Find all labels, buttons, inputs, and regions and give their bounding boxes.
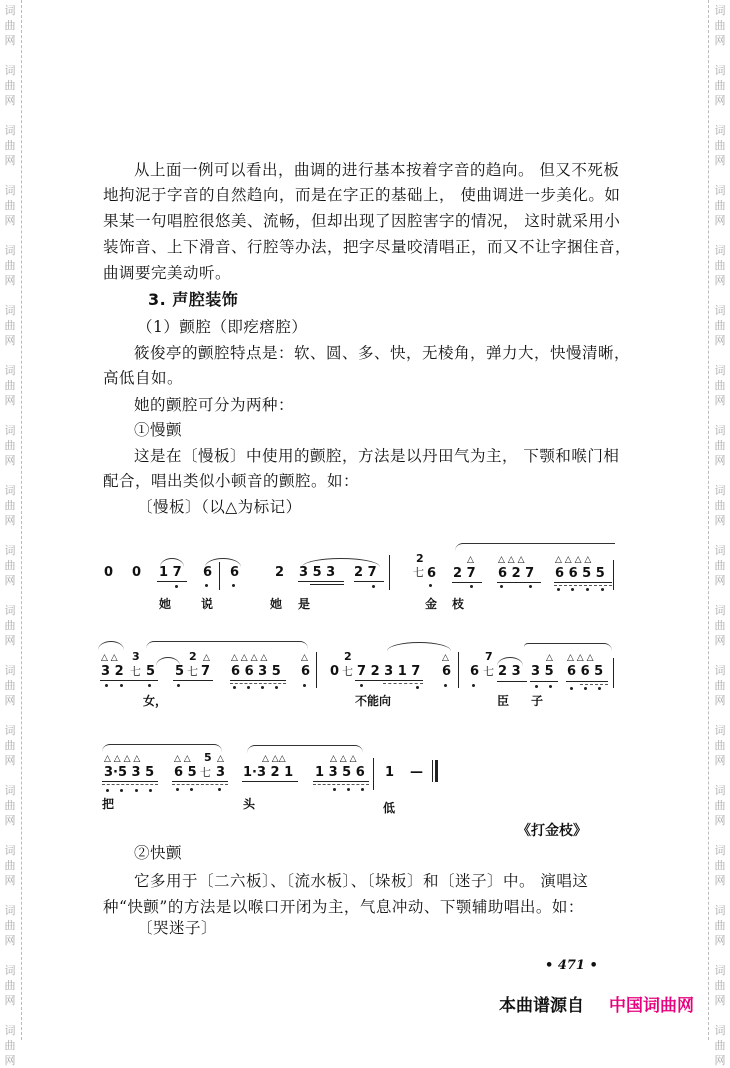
note: 0 <box>104 565 114 580</box>
watermark-char: 网 <box>4 214 16 227</box>
lyric: 不能向 <box>355 694 392 708</box>
watermark-char: 网 <box>4 274 16 287</box>
watermark-char: 网 <box>714 154 726 167</box>
watermark-char: 曲 <box>4 739 16 752</box>
watermark-char: 词 <box>714 724 726 737</box>
paragraph-2-line-1: 筱俊亭的颤腔特点是：软、圆、多、快，无棱角，弹力大，快慢清晰， <box>134 344 631 362</box>
note: 1 7 <box>159 565 182 580</box>
watermark-char: 曲 <box>4 559 16 572</box>
paragraph-2-line-2: 高低自如。 <box>103 369 184 387</box>
note: 3·5 3 5 <box>104 765 155 780</box>
lyric: 臣 <box>497 694 510 708</box>
note: 3 5 3 <box>299 565 336 580</box>
watermark-char: 曲 <box>714 139 726 152</box>
watermark-char: 网 <box>714 694 726 707</box>
grace-mark: 七 <box>187 665 198 678</box>
watermark-char: 词 <box>4 484 16 497</box>
example-2-label: 〔哭迷子〕 <box>137 919 218 937</box>
watermark-char: 网 <box>4 934 16 947</box>
watermark-char: 网 <box>4 154 16 167</box>
note: 2 <box>275 565 285 580</box>
watermark-char: 网 <box>4 574 16 587</box>
grace-mark: 七 <box>200 766 211 779</box>
watermark-char: 词 <box>4 244 16 257</box>
paragraph-5-line-1: 它多用于〔二六板〕、〔流水板〕、〔垛板〕和〔迷子〕中。 演唱这 <box>134 872 589 890</box>
watermark-char: 曲 <box>4 79 16 92</box>
watermark-char: 词 <box>714 304 726 317</box>
watermark-char: 网 <box>4 814 16 827</box>
grace-mark: 七 <box>342 665 353 678</box>
margin-dashed-line-right <box>708 0 709 1040</box>
watermark-char: 曲 <box>714 1039 726 1052</box>
watermark-char: 网 <box>4 454 16 467</box>
watermark-char: 曲 <box>714 319 726 332</box>
watermark-char: 曲 <box>4 619 16 632</box>
note: 6 6 5 5 <box>555 566 605 581</box>
watermark-char: 网 <box>714 574 726 587</box>
watermark-char: 词 <box>4 724 16 737</box>
watermark-char: 网 <box>4 874 16 887</box>
watermark-char: 词 <box>714 364 726 377</box>
watermark-char: 曲 <box>4 379 16 392</box>
watermark-char: 词 <box>714 4 726 17</box>
page-number: • 471 • <box>545 958 598 973</box>
lyric: 女， <box>143 694 168 708</box>
watermark-char: 词 <box>4 304 16 317</box>
watermark-char: 词 <box>714 184 726 197</box>
watermark-char: 曲 <box>714 559 726 572</box>
watermark-char: 网 <box>714 94 726 107</box>
grace-note: 2 <box>189 650 197 663</box>
watermark-char: 词 <box>4 184 16 197</box>
watermark-char: 词 <box>714 424 726 437</box>
paragraph-5-line-2: 种“快颤”的方法是以喉口开闭为主，气息冲动、下颚辅助唱出。如： <box>103 898 584 916</box>
lyric: 是 <box>298 597 311 611</box>
lyric: 把 <box>102 797 115 811</box>
watermark-char: 词 <box>4 784 16 797</box>
item-2-title: ②快颤 <box>134 844 183 862</box>
lyric: 她 <box>270 597 283 611</box>
watermark-char: 曲 <box>714 439 726 452</box>
grace-mark: 七 <box>413 566 424 579</box>
watermark-char: 词 <box>714 484 726 497</box>
note: 5 <box>146 664 156 679</box>
watermark-char: 网 <box>4 694 16 707</box>
watermark-char: 词 <box>4 424 16 437</box>
watermark-char: 词 <box>4 844 16 857</box>
watermark-char: 词 <box>714 844 726 857</box>
watermark-char: 曲 <box>4 1039 16 1052</box>
watermark-char: 词 <box>714 664 726 677</box>
watermark-char: 词 <box>4 904 16 917</box>
watermark-char: 网 <box>4 394 16 407</box>
watermark-char: 网 <box>714 754 726 767</box>
watermark-char: 网 <box>4 1054 16 1067</box>
grace-note: 2 <box>416 552 424 565</box>
note: 0 <box>330 664 340 679</box>
example-1-label: 〔慢板〕（以△为标记） <box>137 498 302 516</box>
note: 6 6 5 <box>567 664 604 679</box>
watermark-char: 曲 <box>4 199 16 212</box>
note: — <box>410 765 423 780</box>
watermark-char: 曲 <box>714 199 726 212</box>
note: 3 <box>216 765 226 780</box>
watermark-char: 网 <box>714 394 726 407</box>
watermark-char: 词 <box>4 964 16 977</box>
note: 6 <box>301 664 311 679</box>
watermark-char: 词 <box>714 784 726 797</box>
watermark-char: 网 <box>714 34 726 47</box>
lyric: 说 <box>201 597 214 611</box>
note: 3 5 <box>531 664 554 679</box>
watermark-char: 词 <box>4 1024 16 1037</box>
watermark-char: 曲 <box>4 259 16 272</box>
watermark-char: 曲 <box>714 799 726 812</box>
watermark-char: 网 <box>4 94 16 107</box>
lyric: 枝 <box>452 597 465 611</box>
note: 2 7 <box>453 566 476 581</box>
watermark-char: 词 <box>4 64 16 77</box>
watermark-char: 词 <box>714 64 726 77</box>
lyric: 低 <box>383 801 396 815</box>
lyric: 金 <box>425 597 438 611</box>
watermark-char: 曲 <box>714 859 726 872</box>
watermark-char: 网 <box>4 634 16 647</box>
margin-dashed-line-left <box>21 0 22 1040</box>
watermark-left <box>0 0 20 1067</box>
watermark-char: 网 <box>714 334 726 347</box>
note: 3 2 <box>101 664 124 679</box>
watermark-char: 曲 <box>714 739 726 752</box>
note: 6 <box>470 664 480 679</box>
watermark-char: 曲 <box>4 799 16 812</box>
watermark-char: 网 <box>714 1054 726 1067</box>
watermark-char: 曲 <box>4 139 16 152</box>
watermark-char: 曲 <box>4 439 16 452</box>
watermark-char: 网 <box>714 814 726 827</box>
grace-note: 7 <box>485 650 493 663</box>
watermark-char: 网 <box>714 214 726 227</box>
watermark-char: 曲 <box>714 919 726 932</box>
subheading: （1）颤腔（即疙瘩腔） <box>137 318 308 336</box>
note: 2 7 <box>354 565 377 580</box>
watermark-char: 网 <box>4 334 16 347</box>
watermark-char: 曲 <box>714 259 726 272</box>
item-1-title: ①慢颤 <box>134 421 183 439</box>
watermark-char: 网 <box>714 634 726 647</box>
paragraph-1-line-4: 装饰音、上下滑音、行腔等办法，把字尽量咬清唱正，而又不让字捆住音， <box>103 238 632 256</box>
lyric: 子 <box>531 694 544 708</box>
section-heading: 3. 声腔装饰 <box>148 290 239 309</box>
watermark-char: 词 <box>4 124 16 137</box>
watermark-char: 词 <box>4 364 16 377</box>
watermark-char: 词 <box>4 544 16 557</box>
note: 6 <box>203 565 213 580</box>
lyric: 头 <box>243 797 256 811</box>
source-site-link[interactable]: 中国词曲网 <box>609 996 694 1016</box>
watermark-char: 网 <box>4 754 16 767</box>
watermark-char: 词 <box>714 244 726 257</box>
watermark-char: 词 <box>714 964 726 977</box>
watermark-char: 词 <box>714 1024 726 1037</box>
watermark-char: 曲 <box>714 619 726 632</box>
paragraph-4-line-1: 这是在〔慢板〕中使用的颤腔，方法是以丹田气为主， 下颚和喉门相 <box>134 447 620 465</box>
watermark-char: 网 <box>714 994 726 1007</box>
note: 6 6 3 5 <box>231 664 281 679</box>
watermark-char: 曲 <box>714 979 726 992</box>
paragraph-1-line-2: 地拘泥于字音的自然趋向，而是在字正的基础上， 使曲调进一步美化。如 <box>103 186 621 204</box>
watermark-char: 网 <box>4 514 16 527</box>
note: 1 <box>385 765 395 780</box>
watermark-char: 词 <box>714 544 726 557</box>
watermark-char: 网 <box>714 274 726 287</box>
watermark-char: 曲 <box>4 679 16 692</box>
paragraph-3: 她的颤腔可分为两种： <box>134 396 295 414</box>
watermark-char: 词 <box>714 124 726 137</box>
watermark-char: 词 <box>4 664 16 677</box>
watermark-char: 曲 <box>4 859 16 872</box>
note: 6 <box>230 565 240 580</box>
watermark-char: 曲 <box>4 499 16 512</box>
watermark-char: 曲 <box>714 679 726 692</box>
watermark-char: 网 <box>714 934 726 947</box>
grace-note: 3 <box>132 650 140 663</box>
grace-note: 2 <box>344 650 352 663</box>
note: 2 3 <box>498 664 521 679</box>
paragraph-1-line-3: 果某一句唱腔很悠美、流畅，但却出现了因腔害字的情况， 这时就采用小 <box>103 212 621 230</box>
grace-note: 5 <box>204 751 212 764</box>
grace-mark: 七 <box>483 665 494 678</box>
watermark-char: 词 <box>4 604 16 617</box>
watermark-char: 词 <box>714 604 726 617</box>
note: 5 <box>175 664 185 679</box>
watermark-char: 曲 <box>4 19 16 32</box>
watermark-right <box>710 0 730 1067</box>
note: 6 <box>442 664 452 679</box>
watermark-char: 网 <box>4 34 16 47</box>
lyric: 她 <box>159 597 172 611</box>
watermark-char: 曲 <box>714 19 726 32</box>
watermark-char: 网 <box>714 454 726 467</box>
watermark-char: 曲 <box>714 499 726 512</box>
score-title: 《打金枝》 <box>517 823 587 839</box>
watermark-char: 曲 <box>4 319 16 332</box>
paragraph-1-line-5: 曲调要完美动听。 <box>103 264 232 282</box>
note: 0 <box>132 565 142 580</box>
watermark-char: 网 <box>714 874 726 887</box>
watermark-char: 网 <box>714 514 726 527</box>
note: 1·3 2 1 <box>243 765 294 780</box>
watermark-char: 曲 <box>714 79 726 92</box>
note: 7 2 3 1 7 <box>357 664 421 679</box>
note: 1 3 5 6 <box>315 765 365 780</box>
watermark-char: 曲 <box>4 979 16 992</box>
watermark-char: 网 <box>4 994 16 1007</box>
paragraph-4-line-2: 配合，唱出类似小顿音的颤腔。如： <box>103 472 360 490</box>
paragraph-1-line-1: 从上面一例可以看出，曲调的进行基本按着字音的趋向。 但又不死板 <box>134 161 620 179</box>
note: 7 <box>201 664 211 679</box>
watermark-char: 曲 <box>714 379 726 392</box>
watermark-char: 曲 <box>4 919 16 932</box>
note: 6 2 7 <box>498 566 535 581</box>
source-label: 本曲谱源自 <box>499 996 584 1016</box>
watermark-char: 词 <box>4 4 16 17</box>
watermark-char: 词 <box>714 904 726 917</box>
note: 6 5 <box>174 765 197 780</box>
note: 6 <box>427 566 437 581</box>
grace-mark: 七 <box>130 665 141 678</box>
